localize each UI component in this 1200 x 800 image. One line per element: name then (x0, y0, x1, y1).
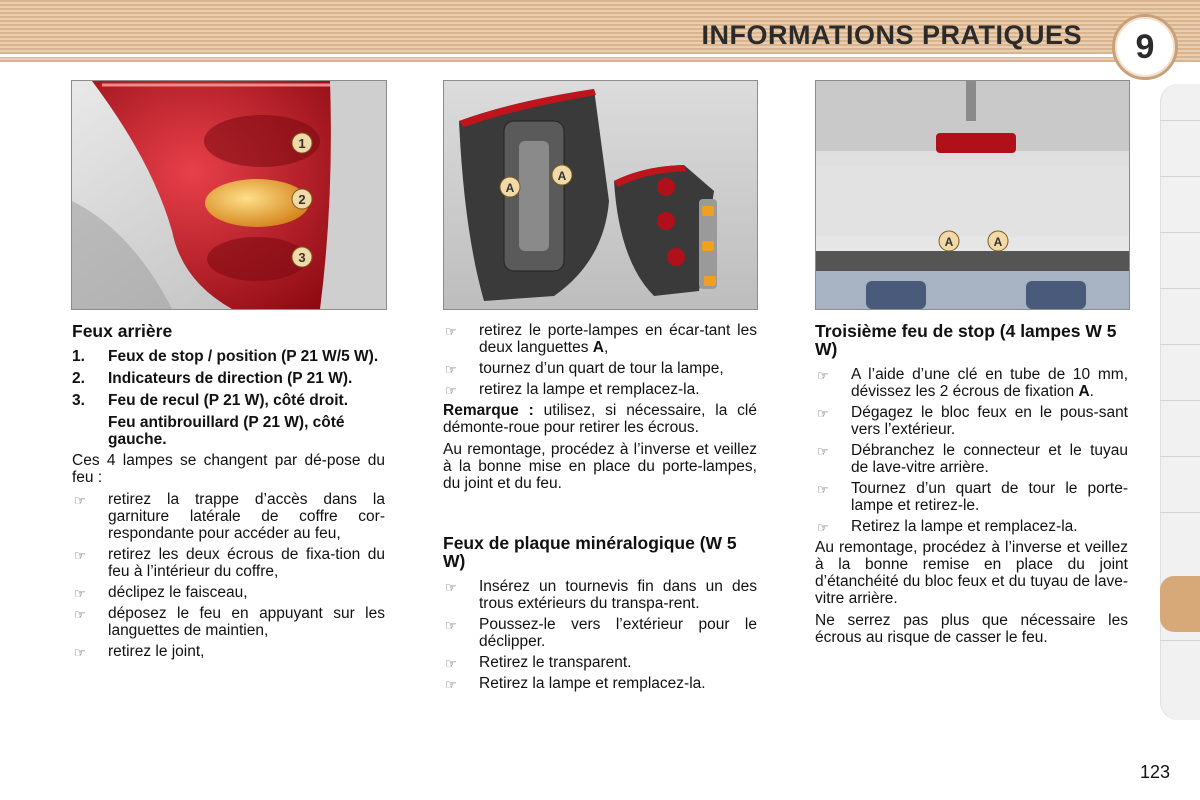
callout-1: 1 (298, 136, 306, 151)
heading-third-brake-light: Troisième feu de stop (4 lampes W 5 W) (815, 321, 1117, 359)
step-text: Dégagez le bloc feux en le pous-sant vers l’extérieur. (851, 404, 1128, 438)
tab-divider (1160, 344, 1200, 345)
pointing-hand-icon: ☞ (817, 368, 829, 383)
step-text: retirez les deux écrous de fixa-tion du feu à l’intérieur du coffre, (108, 546, 385, 580)
tightening-warning: Ne serrez pas plus que nécessaire les écrous au risque de casser le feu. (815, 612, 1128, 646)
item-text: Feu de recul (P 21 W), côté droit. (108, 392, 349, 409)
pointing-hand-icon: ☞ (817, 444, 829, 459)
list-item (443, 654, 757, 671)
list-item (443, 381, 757, 398)
steps-list (443, 322, 757, 398)
chapter-badge: 9 (1112, 14, 1178, 80)
list-item (443, 360, 757, 377)
remark-text: utilisez, si nécessaire, la clé démonte-roue pour retirer les écrous. (443, 402, 757, 436)
list-item (443, 578, 757, 612)
heading-plate-lights: Feux de plaque minéralogique (W 5 W) (443, 533, 737, 571)
column-rear-lights (72, 322, 385, 664)
steps-list (815, 366, 1128, 535)
intro-text: Ces 4 lampes se changent par dé-pose du feu : (72, 452, 385, 486)
item-number: 1. (72, 348, 85, 365)
list-item (815, 404, 1128, 438)
item-text: Feux de stop / position (P 21 W/5 W). (108, 348, 379, 365)
pointing-hand-icon: ☞ (445, 324, 457, 339)
third-brake-light-illustration (816, 81, 1129, 309)
step-text-end: . (1089, 383, 1094, 400)
list-item (815, 366, 1128, 400)
step-text: retirez la lampe et remplacez-la. (479, 381, 700, 398)
step-text: Retirez la lampe et remplacez-la. (851, 518, 1078, 535)
callout-a-left: A (944, 235, 954, 249)
pointing-hand-icon: ☞ (817, 482, 829, 497)
callout-a-right: A (993, 235, 1003, 249)
remark (443, 402, 757, 436)
pointing-hand-icon: ☞ (445, 580, 457, 595)
tab-divider (1160, 288, 1200, 289)
callout-3: 3 (298, 250, 306, 265)
list-item (72, 546, 385, 580)
header-rule (0, 54, 1125, 57)
tab-divider (1160, 640, 1200, 641)
step-text: Retirez la lampe et remplacez-la. (479, 675, 706, 692)
fog-light-note: Feu antibrouillard (P 21 W), côté gauche. (108, 414, 345, 448)
item-number: 3. (72, 392, 85, 409)
list-item (72, 584, 385, 601)
step-text: tournez d’un quart de tour la lampe, (479, 360, 724, 377)
list-item (72, 348, 385, 365)
step-text: Tournez d’un quart de tour le porte-lampe et retirez-le. (851, 480, 1128, 514)
rear-lamp-photo (71, 80, 387, 310)
third-brake-light-photo (815, 80, 1130, 310)
callout-2: 2 (298, 192, 306, 207)
step-text: Retirez le transparent. (479, 654, 632, 671)
pointing-hand-icon: ☞ (445, 383, 457, 398)
pointing-hand-icon: ☞ (74, 607, 86, 622)
lamp-holder-photo (443, 80, 758, 310)
pointing-hand-icon: ☞ (74, 493, 86, 508)
tab-divider (1160, 120, 1200, 121)
plate-steps-list (443, 578, 757, 692)
step-text: Débranchez le connecteur et le tuyau de lave-vitre arrière. (851, 442, 1128, 476)
step-text: déposez le feu en appuyant sur les languettes de maintien, (108, 605, 385, 639)
pointing-hand-icon: ☞ (817, 520, 829, 535)
step-text: retirez le porte-lampes en écar-tant les deux languettes (479, 322, 757, 356)
step-text: retirez le joint, (108, 643, 205, 660)
pointing-hand-icon: ☞ (74, 548, 86, 563)
heading-rear-lights: Feux arrière (72, 321, 173, 341)
rear-lamp-illustration (72, 81, 386, 309)
pointing-hand-icon: ☞ (445, 618, 457, 633)
list-item (815, 480, 1128, 514)
remount-text: Au remontage, procédez à l’inverse et veillez à la bonne remise en place du joint d’étanchéité du bloc feux et du tuyau de lave-vitre arrière. (815, 539, 1128, 607)
bulb-list (72, 348, 385, 409)
list-item (72, 370, 385, 387)
pointing-hand-icon: ☞ (74, 645, 86, 660)
pointing-hand-icon: ☞ (445, 677, 457, 692)
step-marker: A (1078, 383, 1090, 400)
column-third-brake-light (815, 322, 1128, 651)
pointing-hand-icon: ☞ (817, 406, 829, 421)
list-item (72, 643, 385, 660)
item-text: Indicateurs de direction (P 21 W). (108, 370, 353, 387)
tab-divider (1160, 176, 1200, 177)
step-text: Insérez un tournevis fin dans un des trous extérieurs du transpa-rent. (479, 578, 757, 612)
column-lamp-holder (443, 322, 757, 696)
list-item (443, 616, 757, 650)
callout-a-left: A (505, 181, 515, 195)
remark-label: Remarque : (443, 402, 534, 419)
tab-divider (1160, 400, 1200, 401)
step-marker: A (592, 339, 604, 356)
pointing-hand-icon: ☞ (74, 586, 86, 601)
section-title: INFORMATIONS PRATIQUES (701, 20, 1082, 50)
callout-a-right: A (557, 169, 567, 183)
step-text-end: , (603, 339, 609, 356)
chapter-tab-active[interactable] (1160, 576, 1200, 632)
tab-divider (1160, 232, 1200, 233)
list-item (443, 675, 757, 692)
tab-divider (1160, 456, 1200, 457)
list-item (72, 491, 385, 542)
list-item (815, 442, 1128, 476)
page-number: 123 (1139, 762, 1170, 782)
step-text: déclipez le faisceau, (108, 584, 248, 601)
list-item (72, 392, 385, 409)
pointing-hand-icon: ☞ (445, 362, 457, 377)
step-text: retirez la trappe d’accès dans la garniture latérale de coffre cor-respondante pour accéder au feu, (108, 491, 385, 542)
list-item (815, 518, 1128, 535)
tab-divider (1160, 512, 1200, 513)
steps-list (72, 491, 385, 660)
item-number: 2. (72, 370, 85, 387)
step-text: A l’aide d’une clé en tube de 10 mm, dévissez les 2 écrous de fixation (851, 366, 1128, 400)
list-item (72, 605, 385, 639)
lamp-holder-illustration (444, 81, 757, 309)
pointing-hand-icon: ☞ (445, 656, 457, 671)
list-item (443, 322, 757, 356)
step-text: Poussez-le vers l’extérieur pour le déclipper. (479, 616, 757, 650)
remount-text: Au remontage, procédez à l’inverse et veillez à la bonne mise en place du porte-lampes, du joint et du feu. (443, 441, 757, 492)
